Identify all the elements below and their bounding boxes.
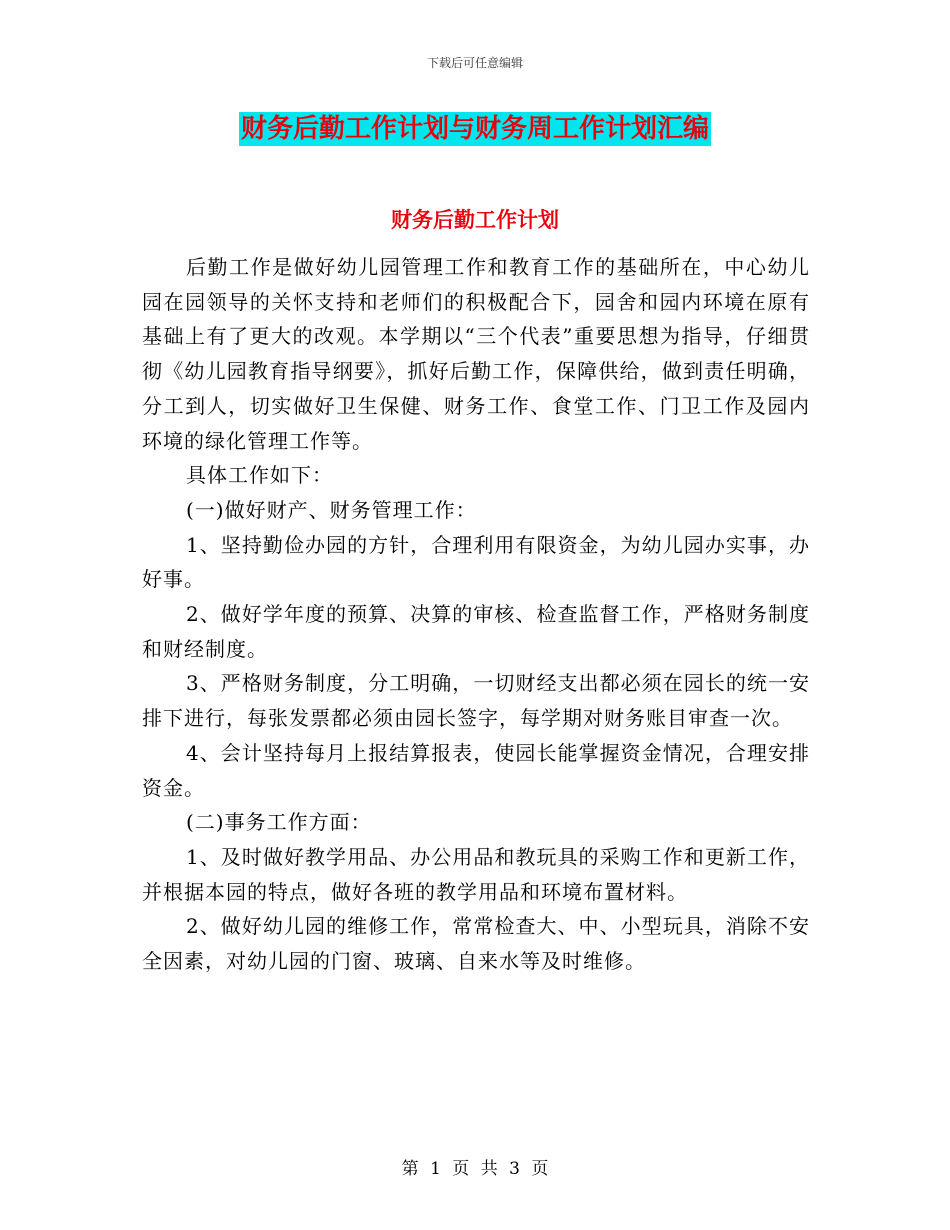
- page-number: 第 1 页 共 3 页: [401, 1159, 549, 1179]
- paragraph-intro: 后勤工作是做好幼儿园管理工作和教育工作的基础所在，中心幼儿园在园领导的关怀支持和老师们的积极配合下，园舍和园内环境在原有基础上有了更大的改观。本学期以“三个代表”重要思想为指导，仔细贯彻《幼儿园教育指导纲要》，抓好后勤工作，保障供给，做到责任明确，分工到人，切实做好卫生保健、财务工作、食堂工作、门卫工作及园内环境的绿化管理工作等。: [142, 255, 810, 453]
- paragraph-item: 1、及时做好教学用品、办公用品和教玩具的采购工作和更新工作，并根据本园的特点，做好各班的教学用品和环境布置材料。: [142, 844, 810, 904]
- paragraph-item: 3、严格财务制度，分工明确，一切财经支出都必须在园长的统一安排下进行，每张发票都必须由园长签字，每学期对财务账目审查一次。: [142, 671, 810, 731]
- paragraph-item: 1、坚持勤俭办园的方针，合理利用有限资金，为幼儿园办实事，办好事。: [142, 532, 810, 592]
- paragraph-item: 2、做好幼儿园的维修工作，常常检查大、中、小型玩具，消除不安全因素，对幼儿园的门窗、玻璃、自来水等及时维修。: [142, 914, 810, 974]
- download-note: 下载后可任意编辑: [426, 56, 523, 70]
- paragraph-lead: 具体工作如下：: [186, 463, 333, 488]
- paragraph-heading-1: (一)做好财产、财务管理工作：: [186, 497, 477, 522]
- document-body: [142, 250, 810, 979]
- document-title-container: [0, 112, 950, 146]
- section-title: 财务后勤工作计划: [391, 208, 559, 232]
- paragraph-heading-2: (二)事务工作方面：: [186, 810, 372, 835]
- paragraph-item: 2、做好学年度的预算、决算的审核、检查监督工作，严格财务制度和财经制度。: [142, 602, 810, 661]
- paragraph-item: 4、会计坚持每月上报结算报表，使园长能掌握资金情况，合理安排资金。: [142, 740, 810, 800]
- document-title: 财务后勤工作计划与财务周工作计划汇编: [240, 114, 709, 144]
